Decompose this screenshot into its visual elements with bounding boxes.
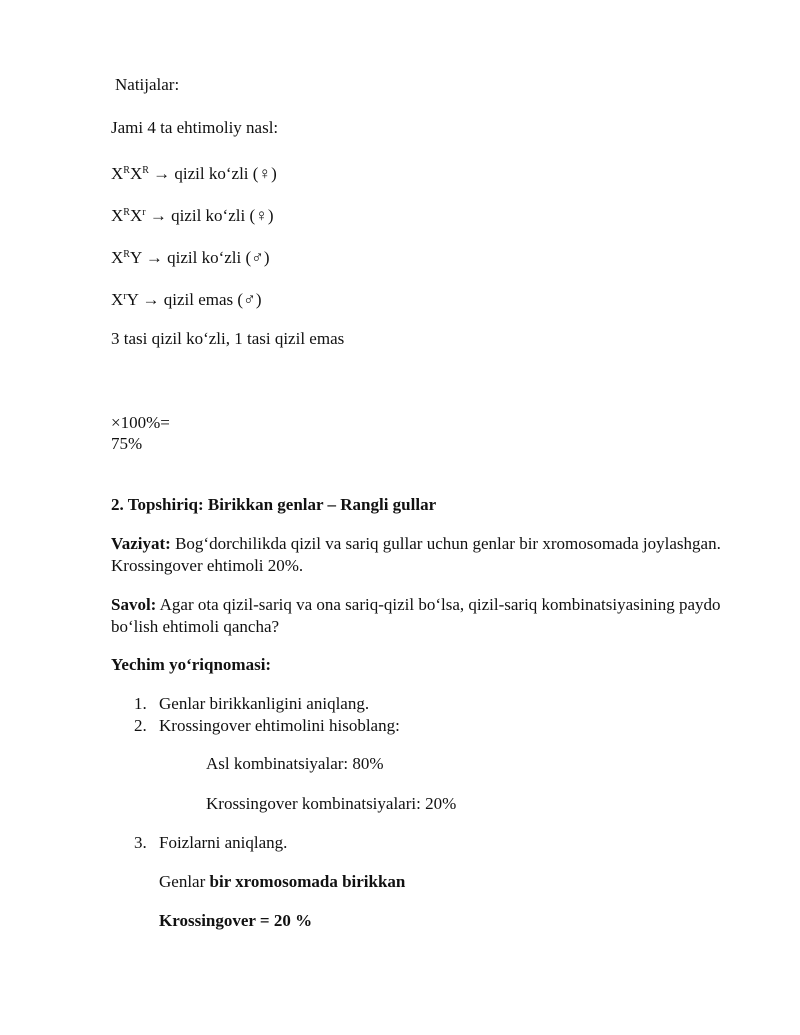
- results-heading: Natijalar:: [115, 75, 180, 94]
- question-text: Agar ota qizil-sariq va ona sariq-qizil bo‘lsa, qizil-sariq kombinatsiyasining paydo bo‘lish ehtimoli qancha?: [111, 595, 721, 636]
- crossing-over-value: Krossingover = 20 %: [159, 911, 313, 930]
- guide-heading: Yechim yo‘riqnomasi:: [111, 655, 272, 674]
- offspring-line-3: $X^RY$ → qizil ko‘zli (♂): [111, 248, 270, 267]
- situation-text: Bog‘dorchilikda qizil va sariq gullar uchun genlar bir xromosomada joylashgan. Krossingover ehtimoli 20%.: [111, 534, 721, 575]
- percent-result: 75%: [111, 434, 143, 453]
- genes-linked-text: Genlar bir xromosomada birikkan: [159, 872, 406, 891]
- question-label: Savol:: [111, 595, 157, 614]
- sub-item-original: Asl kombinatsiyalar: 80%: [206, 754, 384, 773]
- total-offspring-text: Jami 4 ta ehtimoliy nasl:: [111, 118, 279, 137]
- step-number: 1.: [134, 694, 147, 713]
- question-paragraph: [111, 594, 731, 638]
- summary-text: 3 tasi qizil ko‘zli, 1 tasi qizil emas: [111, 329, 345, 348]
- step-text: Krossingover ehtimolini hisoblang:: [159, 716, 400, 735]
- step-number: 3.: [134, 833, 147, 852]
- formula-text: ×100%=: [111, 413, 170, 432]
- offspring-line-2: $X^RX^r$ → qizil ko‘zli (♀): [111, 206, 274, 225]
- step-text: Genlar birikkanligini aniqlang.: [159, 694, 370, 713]
- step-text: Foizlarni aniqlang.: [159, 833, 288, 852]
- step-number: 2.: [134, 716, 147, 735]
- offspring-line-4: $X^rY$ → qizil emas (♂): [111, 290, 262, 309]
- offspring-line-1: $X^RX^R$ → qizil ko‘zli (♀): [111, 164, 277, 183]
- task2-title: 2. Topshiriq: Birikkan genlar – Rangli gullar: [111, 495, 437, 514]
- sub-item-crossing: Krossingover kombinatsiyalari: 20%: [206, 794, 457, 813]
- situation-label: Vaziyat:: [111, 534, 171, 553]
- situation-paragraph: [111, 533, 731, 577]
